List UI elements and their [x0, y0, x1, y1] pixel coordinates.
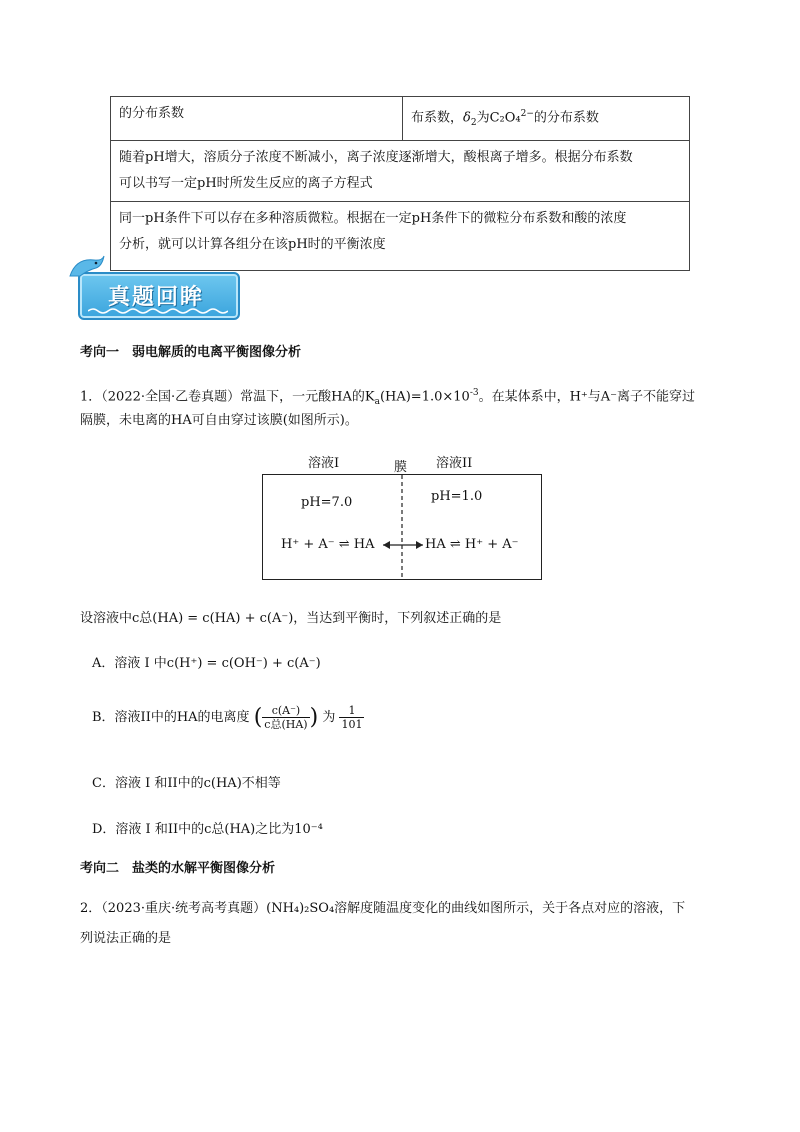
delta-sub: 2: [470, 117, 477, 128]
solution-2-label: 溶液II: [436, 456, 473, 471]
cell-text: 布系数，: [411, 110, 464, 126]
ph-right: pH=1.0: [431, 489, 483, 504]
question-1-line-1: [80, 382, 695, 413]
q1-text: 1．（2022·全国·乙卷真题）常温下，一元酸HA的K: [80, 389, 375, 405]
question-1-line-2: 隔膜，未电离的HA可自由穿过该膜(如图所示)。: [80, 413, 358, 428]
oxalate-charge: 2−: [520, 109, 534, 119]
table-cell: [111, 97, 403, 141]
cell-text: 可以书写一定pH时所发生反应的离子方程式: [119, 175, 373, 191]
ionization-fraction: [262, 704, 309, 731]
fraction-numerator: 1: [339, 704, 364, 718]
cell-text: 的分布系数: [119, 106, 185, 121]
fraction-numerator: c(A⁻): [262, 704, 309, 718]
equilibrium-right: HA ⇌ H⁺ + A⁻: [425, 537, 519, 552]
cell-text: 的分布系数: [533, 110, 599, 126]
wave-icon: [88, 307, 228, 315]
ka-value: (HA)=1.0×10: [379, 389, 470, 405]
diagram-lines: [263, 475, 541, 579]
option-c[interactable]: C．溶液 I 和II中的c(HA)不相等: [92, 776, 281, 791]
option-a[interactable]: A．溶液 I 中c(H⁺) = c(OH⁻) + c(A⁻): [92, 656, 321, 671]
answer-fraction: [339, 704, 364, 731]
oxalate-formula: C₂O₄: [489, 110, 521, 126]
cell-text: 为: [476, 110, 490, 126]
cell-text: 分析，就可以计算各组分在该pH时的平衡浓度: [119, 236, 386, 252]
cell-text: 同一pH条件下可以存在多种溶质微粒。根据在一定pH条件下的微粒分布系数和酸的浓度: [119, 210, 627, 226]
section-title: 考向二 盐类的水解平衡图像分析: [80, 861, 276, 876]
question-1-stem: 设溶液中c总(HA) = c(HA) + c(A⁻)，当达到平衡时，下列叙述正确的是: [80, 611, 502, 626]
option-b-text: 为: [322, 710, 336, 725]
table-row: [111, 140, 690, 201]
fraction-denominator: c总(HA): [264, 718, 308, 731]
table-row: [111, 201, 690, 270]
question-2-line-1: 2．（2023·重庆·统考高考真题）(NH₄)₂SO₄溶解度随温度变化的曲线如图所示，关于各点对应的溶液，下: [80, 901, 686, 916]
ph-left: pH=7.0: [301, 495, 353, 510]
option-b[interactable]: B．溶液II中的HA的电离度 ( $\frac{c(A^-)}{\text{c总(HA)}}$ ) 为 $\frac{1}{101}$: [92, 704, 363, 731]
equilibrium-left: H⁺ + A⁻ ⇌ HA: [281, 537, 375, 552]
question-2-line-2: 列说法正确的是: [80, 931, 172, 946]
table-cell: [111, 140, 690, 201]
banner-title: 真题回眸: [108, 285, 205, 310]
q1-text: 。在某体系中，H⁺与A⁻离子不能穿过: [478, 389, 696, 405]
membrane-label: 膜: [394, 460, 408, 475]
fraction-denominator: 101: [341, 718, 363, 731]
dolphin-icon: [66, 254, 106, 284]
section-title: 考向一 弱电解质的电离平衡图像分析: [80, 345, 302, 360]
ka-sub: a: [374, 396, 380, 407]
option-b-text: B．溶液II中的HA的电离度: [92, 710, 250, 725]
delta-symbol: δ: [463, 110, 471, 126]
solution-1-label: 溶液I: [308, 456, 340, 471]
table-cell: [111, 201, 690, 270]
option-d[interactable]: D．溶液 I 和II中的c总(HA)之比为10⁻⁴: [92, 822, 323, 837]
ka-exponent: -3: [469, 388, 479, 398]
table-row: [111, 97, 690, 141]
membrane-diagram: [262, 474, 542, 580]
cell-text: 随着pH增大，溶质分子浓度不断减小，离子浓度逐渐增大，酸根离子增多。根据分布系数: [119, 149, 633, 165]
table-cell: [403, 97, 690, 141]
summary-table: [110, 96, 690, 271]
